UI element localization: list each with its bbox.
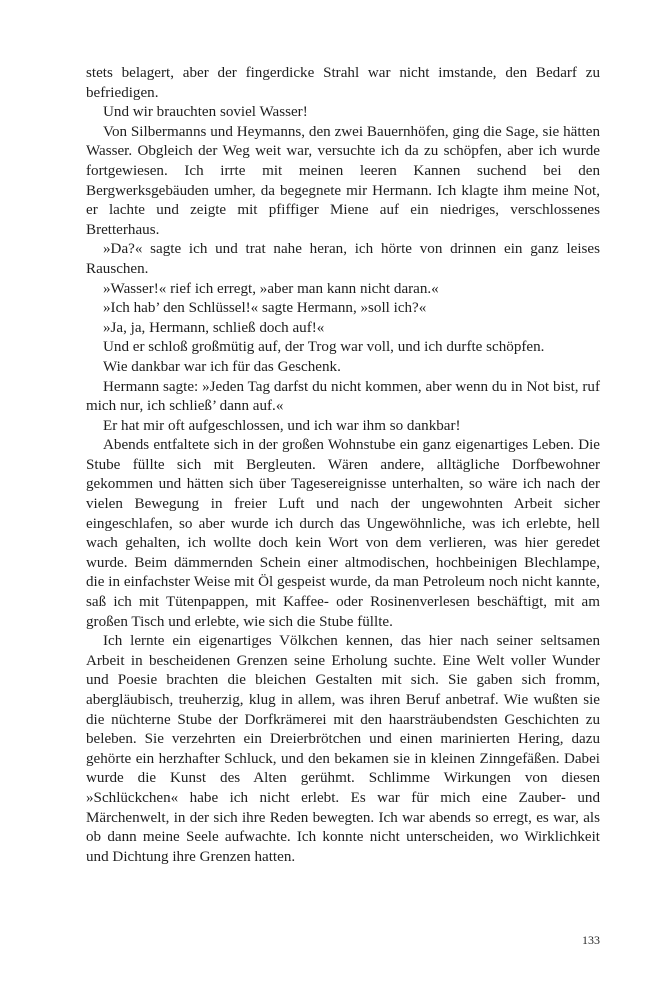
paragraph: Wie dankbar war ich für das Geschenk.	[103, 358, 341, 375]
paragraph: Hermann sagte: »Jeden Tag darfst du nicht kommen, aber wenn du in Not bist, ruf mich nur, ich schließ’ dann auf.«	[86, 378, 600, 415]
paragraph: Abends entfaltete sich in der großen Wohnstube ein ganz eigenartiges Leben. Die Stube füllte sich mit Bergleuten. Wären andere, alltägliche Dorfbewohner gekommen und hätten sich über Tagesereignisse unterhalten, so wäre ich nach der vielen Bewegung in freier Luft und nach der ungewohnten Arbeit sicher eingeschlafen, so aber wurde ich durch das Ungewöhnliche, was ich erlebte, hell wach gehalten, ich wollte doch kein Wort von dem verlieren, was hier geredet wurde. Beim dämmernden Schein einer altmodischen, hochbeinigen Blechlampe, die in einfachster Weise mit Öl gespeist wurde, da man Petroleum noch nicht kannte, saß ich mit Tütenpappen, mit Kaffee- oder Rosinenverlesen beschäftigt, mit am großen Tisch und erlebte, wie sich die Stube füllte.	[86, 437, 600, 630]
paragraph-continuation: stets belagert, aber der fingerdicke Strahl war nicht imstande, den Bedarf zu befriedigen.	[86, 65, 600, 101]
page-body	[86, 64, 600, 867]
paragraph: »Ich hab’ den Schlüssel!« sagte Hermann, »soll ich?«	[103, 300, 427, 317]
paragraph: Und er schloß großmütig auf, der Trog war voll, und ich durfte schöpfen.	[103, 339, 545, 356]
paragraph: »Da?« sagte ich und trat nahe heran, ich hörte von drinnen ein ganz leises Rauschen.	[86, 241, 600, 277]
paragraph: Von Silbermanns und Heymanns, den zwei Bauernhöfen, ging die Sage, sie hätten Wasser. Obgleich der Weg weit war, versuchte ich da zu schöpfen, aber ich wurde fortgewiesen. Ich irrte mit meinen leeren Kannen suchend bei den Bergwerksgebäuden umher, da begegnete mir Hermann. Ich klagte ihm meine Not, er lachte und zeigte mit pfiffiger Miene auf ein niedriges, verschlossenes Bretterhaus.	[86, 123, 600, 238]
paragraph: »Ja, ja, Hermann, schließ doch auf!«	[103, 319, 325, 336]
page-number: 133	[582, 933, 600, 947]
paragraph: Und wir brauchten soviel Wasser!	[103, 104, 308, 121]
paragraph: »Wasser!« rief ich erregt, »aber man kann nicht daran.«	[103, 280, 439, 297]
paragraph: Er hat mir oft aufgeschlossen, und ich war ihm so dankbar!	[103, 417, 461, 434]
paragraph: Ich lernte ein eigenartiges Völkchen kennen, das hier nach seiner seltsamen Arbeit in bescheidenen Grenzen seine Erholung suchte. Eine Welt voller Wunder und Poesie brachten die bleichen Gestalten mit sich. Sie gaben sich fromm, abergläubisch, treuherzig, klug in allem, was ihren Beruf anbetraf. Wie wußten sie die nüchterne Stube der Dorfkrämerei mit den haarsträubendsten Geschichten zu beleben. Sie verzehrten ein Dreierbrötchen und einen marinierten Hering, dazu gehörte ein herzhafter Schluck, und den bekamen sie in kleinen Zinngefäßen. Dabei wurde die Kunst des Alten gerühmt. Schlimme Wirkungen von diesen »Schlückchen« habe ich nicht erlebt. Es war für mich eine Zauber- und Märchenwelt, in der sich ihre Reden bewegten. Ich war abends so erregt, es war, als ob dann meine Seele aufwachte. Ich konnte nicht unterscheiden, wo Wirklichkeit und Dichtung ihre Grenzen hatten.	[86, 633, 600, 865]
